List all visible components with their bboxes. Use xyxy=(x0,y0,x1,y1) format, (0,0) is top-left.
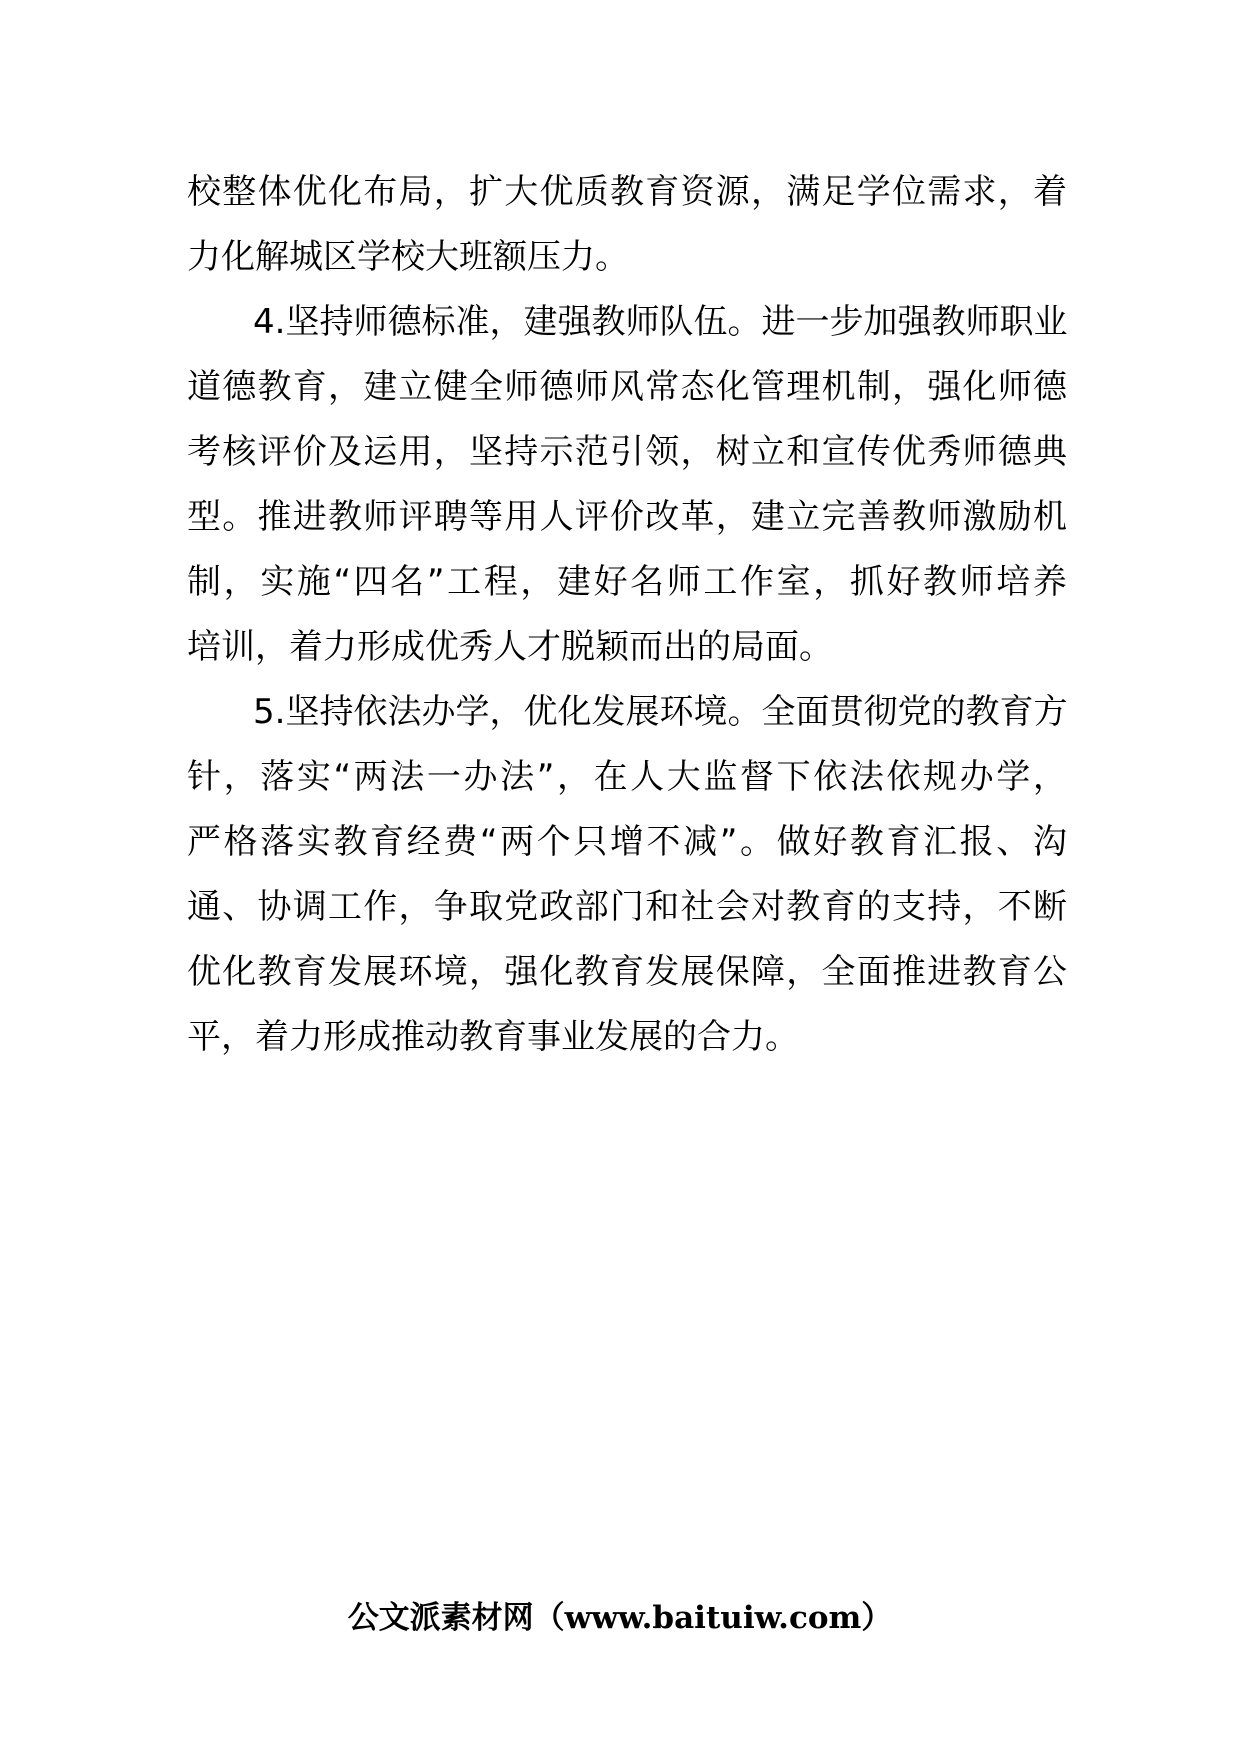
line-glyph: 人 xyxy=(539,497,574,537)
line-glyph: 领 xyxy=(645,432,680,472)
line-glyph: 方 xyxy=(1033,692,1068,732)
line-glyph: 育 xyxy=(997,952,1032,992)
line-glyph: 依 xyxy=(353,692,388,732)
line-glyph: 作 xyxy=(363,887,398,927)
line-glyph: 全 xyxy=(761,692,796,732)
line-glyph: 协 xyxy=(257,887,292,927)
line-glyph: 育 xyxy=(292,367,327,407)
line-glyph: 革 xyxy=(680,497,715,537)
line-glyph: 考 xyxy=(187,432,221,472)
line-glyph: 管 xyxy=(751,367,785,407)
line-glyph: 的 xyxy=(931,692,966,732)
paragraph-line xyxy=(187,290,1067,355)
line-glyph: 人 xyxy=(630,757,665,797)
line-glyph: 的 xyxy=(856,887,891,927)
line-glyph: 宣 xyxy=(821,432,856,472)
line-glyph: ， xyxy=(962,887,997,927)
line-glyph: 抓 xyxy=(849,562,884,602)
line-glyph: 评 xyxy=(398,497,433,537)
line-glyph: 聘 xyxy=(433,497,468,537)
line-glyph: 求 xyxy=(962,172,997,212)
line-glyph: 教 xyxy=(962,952,997,992)
line-glyph: 境 xyxy=(433,952,468,992)
line-glyph: 师 xyxy=(625,302,660,342)
line-glyph: 典 xyxy=(1033,432,1067,472)
line-glyph: 善 xyxy=(856,497,891,537)
line-glyph: 立 xyxy=(398,367,433,407)
line-glyph: 教 xyxy=(786,887,821,927)
line-glyph: 资 xyxy=(680,172,715,212)
line-glyph: ， xyxy=(786,952,821,992)
line-glyph: 师 xyxy=(997,367,1032,407)
line-glyph: 用 xyxy=(504,497,539,537)
line-glyph: 机 xyxy=(821,367,856,407)
line-glyph: 环 xyxy=(398,952,433,992)
line-glyph: 完 xyxy=(821,497,856,537)
line-glyph: 教 xyxy=(591,302,626,342)
line-glyph: 大 xyxy=(666,757,701,797)
line-glyph: 法 xyxy=(390,757,425,797)
line-glyph: 汇 xyxy=(923,822,958,862)
line-glyph: 在 xyxy=(593,757,628,797)
line-glyph: 及 xyxy=(328,432,362,472)
line-glyph: 立 xyxy=(751,432,785,472)
line-glyph: 评 xyxy=(257,432,292,472)
line-glyph: 针 xyxy=(187,757,221,797)
line-glyph: 督 xyxy=(740,757,774,797)
line-glyph: 德 xyxy=(997,432,1032,472)
line-glyph: 加 xyxy=(863,302,898,342)
line-glyph: 沟 xyxy=(1032,822,1067,862)
line-glyph: “ xyxy=(333,757,352,797)
line-glyph: ， xyxy=(223,757,258,797)
line-glyph: 质 xyxy=(574,172,609,212)
paragraph-line xyxy=(187,875,1067,940)
line-glyph: ， xyxy=(751,172,785,212)
line-glyph: 步 xyxy=(829,302,864,342)
line-glyph: 强 xyxy=(927,367,962,407)
line-glyph: 不 xyxy=(997,887,1032,927)
line-glyph: 施 xyxy=(296,562,331,602)
line-glyph: 坚 xyxy=(469,432,503,472)
line-glyph: 进 xyxy=(761,302,796,342)
line-glyph: 部 xyxy=(574,887,609,927)
line-glyph: 改 xyxy=(645,497,680,537)
line-glyph: 建 xyxy=(523,302,558,342)
line-glyph: 法 xyxy=(387,692,422,732)
line-glyph: 用 xyxy=(398,432,433,472)
line-glyph: ， xyxy=(520,562,555,602)
line-glyph: 法 xyxy=(500,757,535,797)
line-glyph: 化 xyxy=(557,692,592,732)
line-glyph: 两 xyxy=(353,757,388,797)
line-glyph: 减 xyxy=(683,822,718,862)
line-glyph: 理 xyxy=(786,367,821,407)
line-glyph: 德 xyxy=(387,302,422,342)
line-glyph: 调 xyxy=(292,887,327,927)
line-glyph: 只 xyxy=(573,822,608,862)
line-glyph: 实 xyxy=(296,822,331,862)
line-glyph: 布 xyxy=(363,172,398,212)
line-glyph: 标 xyxy=(421,302,456,342)
line-glyph: 师 xyxy=(962,432,997,472)
paragraph-line xyxy=(187,550,1067,615)
line-glyph: 坚 xyxy=(285,692,320,732)
line-glyph: 和 xyxy=(645,887,680,927)
line-glyph: 发 xyxy=(328,952,362,992)
line-glyph: 师 xyxy=(666,562,701,602)
line-glyph: 发 xyxy=(645,952,680,992)
line-glyph: 持 xyxy=(319,302,354,342)
paragraph-line xyxy=(187,1005,1067,1070)
line-glyph: 机 xyxy=(1033,497,1067,537)
line-glyph: ， xyxy=(433,172,468,212)
line-glyph: 教 xyxy=(574,952,609,992)
line-glyph: 工 xyxy=(328,887,362,927)
paragraph-line xyxy=(187,745,1067,810)
line-glyph: 体 xyxy=(257,172,292,212)
line-glyph: 党 xyxy=(504,887,539,927)
line-glyph: 健 xyxy=(433,367,468,407)
paragraph-line xyxy=(187,225,1067,290)
line-glyph: 队 xyxy=(659,302,694,342)
line-glyph: 贯 xyxy=(829,692,864,732)
line-glyph: 教 xyxy=(892,497,926,537)
line-glyph: 育 xyxy=(370,822,405,862)
line-glyph: 名 xyxy=(630,562,665,602)
line-glyph: 保 xyxy=(715,952,750,992)
line-glyph: 名 xyxy=(390,562,425,602)
line-glyph: ” xyxy=(719,822,738,862)
line-glyph: 好 xyxy=(813,822,848,862)
line-glyph: ， xyxy=(398,887,433,927)
paragraph-line xyxy=(187,485,1067,550)
line-glyph: 。 xyxy=(740,822,774,862)
line-glyph: ” xyxy=(426,562,445,602)
line-glyph: 依 xyxy=(886,757,921,797)
line-glyph: ， xyxy=(892,367,926,407)
line-glyph: 评 xyxy=(574,497,609,537)
line-glyph: 建 xyxy=(751,497,785,537)
line-glyph: 工 xyxy=(447,562,482,602)
paragraph-line xyxy=(187,680,1067,745)
line-glyph: 优 xyxy=(523,692,558,732)
line-glyph: 示 xyxy=(539,432,574,472)
line-glyph: 环 xyxy=(659,692,694,732)
line-glyph: 教 xyxy=(965,692,1000,732)
line-glyph: 激 xyxy=(962,497,997,537)
line-glyph: 师 xyxy=(353,302,388,342)
line-glyph: 育 xyxy=(999,692,1034,732)
line-glyph: 育 xyxy=(886,822,921,862)
line-glyph: 强 xyxy=(557,302,592,342)
line-glyph: “ xyxy=(479,822,498,862)
line-glyph: 、 xyxy=(996,822,1031,862)
line-glyph: 足 xyxy=(821,172,856,212)
line-glyph: 展 xyxy=(680,952,715,992)
line-glyph: 争 xyxy=(433,887,468,927)
line-glyph: 师 xyxy=(959,562,994,602)
line-glyph: 运 xyxy=(363,432,398,472)
line-glyph: 一 xyxy=(795,302,830,342)
line-glyph: . xyxy=(274,692,286,732)
line-glyph: 德 xyxy=(539,367,574,407)
paragraph-line xyxy=(187,615,1067,680)
line-glyph: 社 xyxy=(680,887,715,927)
line-glyph: 师 xyxy=(574,367,609,407)
line-glyph: 推 xyxy=(892,952,926,992)
line-glyph: 位 xyxy=(892,172,926,212)
line-glyph: . xyxy=(274,302,286,342)
line-glyph: 树 xyxy=(715,432,750,472)
line-glyph: 作 xyxy=(740,562,774,602)
line-glyph: 核 xyxy=(222,432,257,472)
line-glyph: 两 xyxy=(500,822,535,862)
line-glyph: 。 xyxy=(727,692,762,732)
line-glyph: 教 xyxy=(257,952,292,992)
line-glyph: 、 xyxy=(222,887,257,927)
line-glyph: 优 xyxy=(892,432,926,472)
line-glyph: 持 xyxy=(927,887,962,927)
line-glyph: 持 xyxy=(504,432,539,472)
line-glyph: 教 xyxy=(333,822,368,862)
line-glyph: 。 xyxy=(727,302,762,342)
line-text: 力化解城区学校大班额压力。 xyxy=(187,237,629,277)
line-glyph: 优 xyxy=(187,952,221,992)
line-glyph: ， xyxy=(680,432,715,472)
footer-watermark: 公文派素材网（www.baituiw.com） xyxy=(347,1600,893,1636)
line-glyph: 道 xyxy=(187,367,221,407)
line-glyph: 教 xyxy=(931,302,966,342)
line-glyph: 境 xyxy=(693,692,728,732)
line-glyph: 依 xyxy=(813,757,848,797)
line-glyph: 面 xyxy=(856,952,891,992)
line-glyph: 秀 xyxy=(927,432,962,472)
line-glyph: 进 xyxy=(927,952,962,992)
line-glyph: 面 xyxy=(795,692,830,732)
line-glyph: 立 xyxy=(786,497,821,537)
line-glyph: 教 xyxy=(849,822,884,862)
line-glyph: 室 xyxy=(776,562,811,602)
line-glyph: 局 xyxy=(398,172,433,212)
line-glyph: 强 xyxy=(897,302,932,342)
paragraph-line xyxy=(187,355,1067,420)
line-glyph: 取 xyxy=(469,887,503,927)
line-glyph: 伍 xyxy=(693,302,728,342)
line-glyph: 优 xyxy=(539,172,574,212)
body-text xyxy=(187,160,1067,1070)
line-glyph: ， xyxy=(997,172,1032,212)
line-glyph: 型 xyxy=(187,497,221,537)
line-glyph: 培 xyxy=(996,562,1031,602)
line-glyph: ， xyxy=(469,952,503,992)
line-glyph: 会 xyxy=(715,887,750,927)
line-glyph: 展 xyxy=(363,952,398,992)
line-glyph: 源 xyxy=(715,172,750,212)
line-glyph: ， xyxy=(223,562,258,602)
line-glyph: 育 xyxy=(292,952,327,992)
line-glyph: 支 xyxy=(892,887,926,927)
line-glyph: ， xyxy=(328,367,362,407)
line-glyph: “ xyxy=(333,562,352,602)
line-glyph: 学 xyxy=(856,172,891,212)
line-glyph: 范 xyxy=(574,432,609,472)
line-glyph: 党 xyxy=(897,692,932,732)
line-glyph: 程 xyxy=(483,562,518,602)
line-glyph: 师 xyxy=(504,367,539,407)
line-glyph: ， xyxy=(489,692,524,732)
line-glyph: ， xyxy=(556,757,591,797)
line-glyph: 引 xyxy=(610,432,644,472)
line-glyph: 态 xyxy=(680,367,715,407)
line-glyph: 教 xyxy=(257,367,292,407)
line-glyph: 报 xyxy=(959,822,994,862)
paragraph-line xyxy=(187,810,1067,875)
line-glyph: 强 xyxy=(504,952,539,992)
line-glyph: 通 xyxy=(187,887,221,927)
line-glyph: 准 xyxy=(455,302,490,342)
line-glyph: 下 xyxy=(776,757,811,797)
line-glyph: 增 xyxy=(609,822,644,862)
line-glyph: 门 xyxy=(610,887,644,927)
line-glyph: 教 xyxy=(328,497,362,537)
line-glyph: 规 xyxy=(923,757,958,797)
line-glyph: 彻 xyxy=(863,692,898,732)
line-glyph: 断 xyxy=(1033,887,1067,927)
line-glyph: 化 xyxy=(328,172,362,212)
line-glyph: 好 xyxy=(593,562,628,602)
line-glyph: ” xyxy=(536,757,555,797)
line-glyph: ， xyxy=(489,302,524,342)
line-glyph: 励 xyxy=(997,497,1032,537)
line-glyph: 制 xyxy=(856,367,891,407)
line-glyph: 坚 xyxy=(285,302,320,342)
paragraph-line xyxy=(187,940,1067,1005)
line-glyph: 传 xyxy=(856,432,891,472)
line-glyph: 价 xyxy=(610,497,644,537)
line-glyph: 育 xyxy=(645,172,680,212)
line-glyph: 育 xyxy=(821,887,856,927)
line-glyph: 经 xyxy=(406,822,441,862)
line-glyph: 建 xyxy=(556,562,591,602)
line-glyph: 德 xyxy=(1033,367,1067,407)
line-glyph: 等 xyxy=(469,497,503,537)
line-glyph: 师 xyxy=(965,302,1000,342)
line-glyph: 4 xyxy=(253,302,275,342)
paragraph-line xyxy=(187,160,1067,225)
line-glyph: 工 xyxy=(703,562,738,602)
line-glyph: 学 xyxy=(996,757,1031,797)
line-glyph: 业 xyxy=(1033,302,1068,342)
line-glyph: 风 xyxy=(610,367,644,407)
line-glyph: 职 xyxy=(999,302,1034,342)
line-glyph: 扩 xyxy=(469,172,503,212)
line-glyph: 教 xyxy=(923,562,958,602)
line-glyph: 优 xyxy=(292,172,327,212)
line-glyph: 不 xyxy=(646,822,681,862)
line-glyph: 全 xyxy=(469,367,503,407)
line-glyph: 制 xyxy=(187,562,221,602)
line-glyph: 实 xyxy=(296,757,331,797)
line-glyph: 化 xyxy=(962,367,997,407)
line-glyph: 持 xyxy=(319,692,354,732)
line-glyph: 5 xyxy=(253,692,275,732)
line-glyph: 满 xyxy=(786,172,821,212)
line-glyph: 价 xyxy=(292,432,327,472)
line-glyph: ， xyxy=(433,432,468,472)
line-glyph: 整 xyxy=(222,172,257,212)
line-glyph: 养 xyxy=(1032,562,1067,602)
line-glyph: 师 xyxy=(363,497,398,537)
line-glyph: 公 xyxy=(1033,952,1067,992)
line-glyph: 政 xyxy=(539,887,574,927)
line-glyph: 学 xyxy=(455,692,490,732)
line-glyph: 常 xyxy=(645,367,680,407)
line-glyph: 法 xyxy=(849,757,884,797)
line-glyph: ， xyxy=(715,497,750,537)
line-glyph: 实 xyxy=(260,562,295,602)
line-glyph: 大 xyxy=(504,172,539,212)
line-glyph: 需 xyxy=(927,172,962,212)
line-glyph: 监 xyxy=(703,757,738,797)
line-glyph: 办 xyxy=(959,757,994,797)
line-glyph: 障 xyxy=(751,952,785,992)
line-glyph: 进 xyxy=(292,497,327,537)
line-glyph: 德 xyxy=(222,367,257,407)
line-text: 平，着力形成推动教育事业发展的合力。 xyxy=(187,1017,799,1057)
line-glyph: 全 xyxy=(821,952,856,992)
line-glyph: 办 xyxy=(463,757,498,797)
line-glyph: 化 xyxy=(222,952,257,992)
line-glyph: 好 xyxy=(886,562,921,602)
line-glyph: 校 xyxy=(187,172,221,212)
line-glyph: 个 xyxy=(536,822,571,862)
line-glyph: 着 xyxy=(1033,172,1067,212)
line-glyph: 化 xyxy=(715,367,750,407)
line-glyph: 推 xyxy=(257,497,292,537)
line-glyph: 办 xyxy=(421,692,456,732)
line-glyph: 做 xyxy=(776,822,811,862)
line-glyph: 育 xyxy=(610,952,644,992)
line-glyph: 。 xyxy=(222,497,257,537)
line-glyph: ， xyxy=(813,562,848,602)
line-glyph: ， xyxy=(1032,757,1067,797)
line-glyph: 发 xyxy=(591,692,626,732)
line-glyph: 四 xyxy=(353,562,388,602)
line-glyph: 一 xyxy=(426,757,461,797)
line-glyph: 费 xyxy=(443,822,478,862)
line-glyph: 和 xyxy=(786,432,821,472)
line-glyph: 教 xyxy=(610,172,644,212)
line-glyph: 落 xyxy=(260,822,295,862)
paragraph-line xyxy=(187,420,1067,485)
line-glyph: 建 xyxy=(363,367,398,407)
line-glyph: 师 xyxy=(927,497,962,537)
line-glyph: 严 xyxy=(187,822,221,862)
line-glyph: 格 xyxy=(223,822,258,862)
line-glyph: 化 xyxy=(539,952,574,992)
line-glyph: 展 xyxy=(625,692,660,732)
line-text: 培训，着力形成优秀人才脱颖而出的局面。 xyxy=(187,627,833,667)
line-glyph: 落 xyxy=(260,757,295,797)
line-glyph: 对 xyxy=(751,887,785,927)
